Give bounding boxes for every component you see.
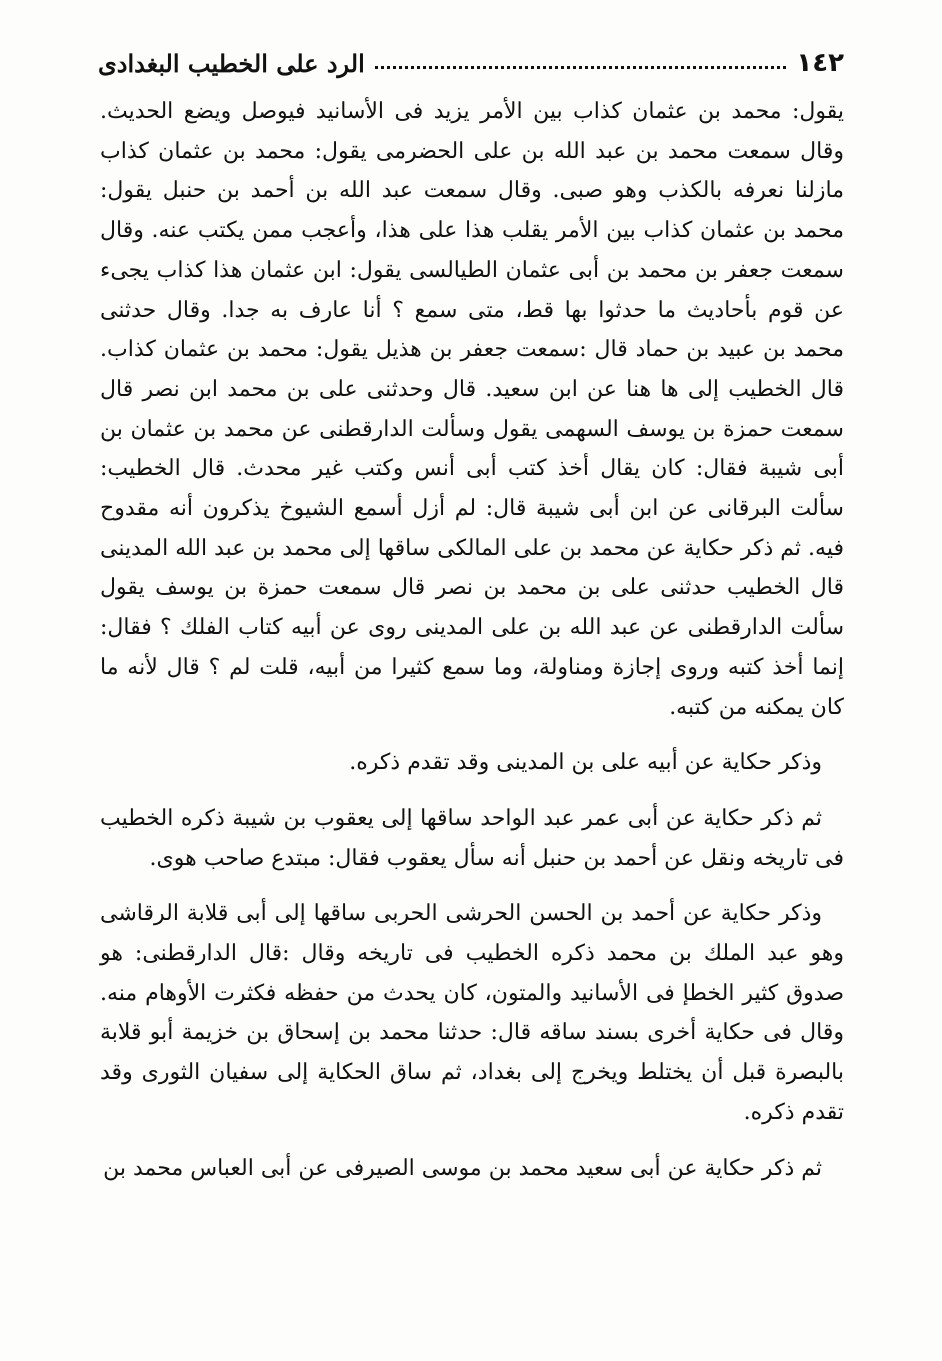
paragraph-1: يقول: محمد بن عثمان كذاب بين الأمر يزيد فى الأسانيد فيوصل ويضع الحديث. وقال سمعت محمد بن عبد الله بن على الحضرمى يقول: محمد بن عثمان كذاب مازلنا نعرفه بالكذب وهو صبى. وقال سمعت عبد الله بن أحمد بن حنبل يقول: محمد بن عثمان كذاب بين الأمر يقلب هذا على هذا، وأعجب ممن يكتب عنه. وقال سمعت جعفر بن محمد بن أبى عثمان الطيالسى يقول: ابن عثمان هذا كذاب يجىء عن قوم بأحاديث ما حدثوا بها قط، متى سمع ؟ أنا عارف به جدا. وقال حدثنى محمد بن عبيد بن حماد قال :سمعت جعفر بن هذيل يقول: محمد بن عثمان كذاب. قال الخطيب إلى ها هنا عن ابن سعيد. قال وحدثنى على بن محمد ابن نصر قال سمعت حمزة بن يوسف السهمى يقول وسألت الدارقطنى عن محمد بن عثمان بن أبى شيبة فقال: كان يقال أخذ كتب أبى أنس وكتب غير محدث. قال الخطيب: سألت البرقانى عن ابن أبى شيبة قال: لم أزل أسمع الشيوخ يذكرون أنه مقدوح فيه. ثم ذكر حكاية عن محمد بن على المالكى ساقها إلى محمد بن عبد الله المدينى قال الخطيب حدثنى على بن محمد بن نصر قال سمعت حمزة بن يوسف يقول سألت الدارقطنى عن عبد الله بن على المدينى روى عن أبيه كتاب الفلك ؟ فقال: إنما أخذ كتبه وروى إجازة ومناولة، وما سمع كثيرا من أبيه، قلت لم ؟ قال لأنه ما كان يمكنه من كتبه. (100, 99, 844, 720)
paragraph-2: وذكر حكاية عن أبيه على بن المدينى وقد تقدم ذكره. (349, 750, 822, 776)
paragraph-4: وذكر حكاية عن أحمد بن الحسن الحرشى الحربى ساقها إلى أبى قلابة الرقاشى وهو عبد الملك بن محمد ذكره الخطيب فى تاريخه وقال :قال الدارقطنى: هو صدوق كثير الخطإ فى الأسانيد والمتون، كان يحدث من حفظه فكثرت الأوهام منه. وقال فى حكاية أخرى بسند ساقه قال: حدثنا محمد بن إسحاق بن خزيمة أبو قلابة بالبصرة قبل أن يختلط ويخرج إلى بغداد، ثم ساق الحكاية إلى سفيان الثورى وقد تقدم ذكره. (100, 901, 844, 1125)
page-header (98, 38, 844, 78)
page-number: ١٤٢ (796, 48, 844, 78)
header-dot-leader (375, 66, 787, 69)
page-body (100, 92, 844, 1188)
running-title: الرد على الخطيب البغدادى (98, 49, 365, 78)
paragraph-5: ثم ذكر حكاية عن أبى سعيد محمد بن موسى الصيرفى عن أبى العباس محمد بن (103, 1155, 822, 1181)
paragraph-3: ثم ذكر حكاية عن أبى عمر عبد الواحد ساقها إلى يعقوب بن شيبة ذكره الخطيب فى تاريخه ونقل عن أحمد بن حنبل أنه سأل يعقوب فقال: مبتدع صاحب هوى. (100, 805, 844, 871)
